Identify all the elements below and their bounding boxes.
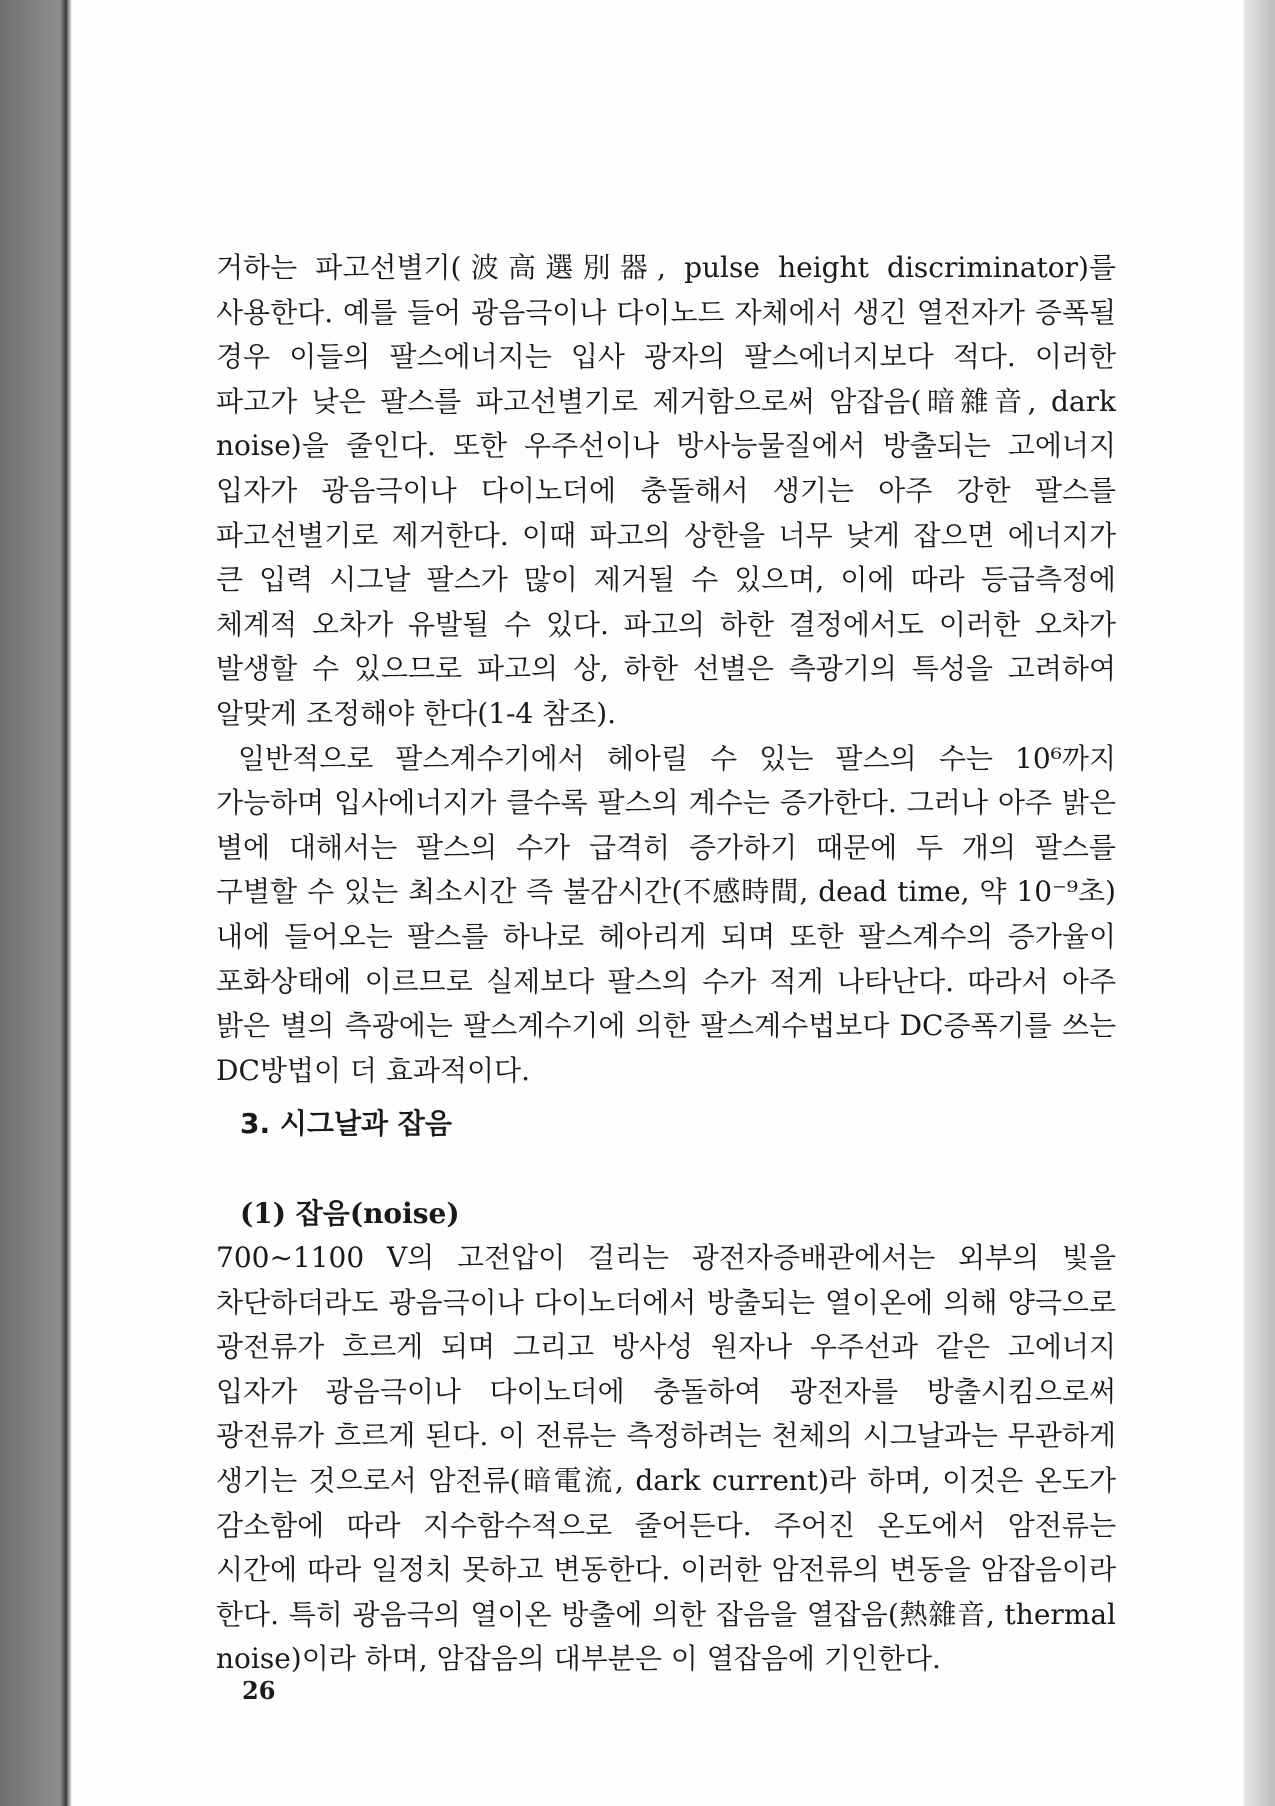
- paragraph-dark-current-noise: 700∼1100 V의 고전압이 걸리는 광전자증배관에서는 외부의 빛을 차단하더라도 광음극이나 다이노더에서 방출되는 열이온에 의해 양극으로 광전류가 흐르게 되며 그리고 방사성 원자나 우주선과 같은 고에너지 입자가 광음극이나 다이노더에 충돌하여 광전자를 방출시킴으로써 광전류가 흐르게 된다. 이 전류는 측정하려는 천체의 시그날과는 무관하게 생기는 것으로서 암전류(暗電流, dark current)라 하며, 이것은 온도가 감소함에 따라 지수함수적으로 줄어든다. 주어진 온도에서 암전류는 시간에 따라 일정치 못하고 변동한다. 이러한 암전류의 변동을 암잡음이라 한다. 특히 광음극의 열이온 방출에 의한 잡음을 열잡음(熱雜音, thermal noise)이라 하며, 암잡음의 대부분은 이 열잡음에 기인한다.: [216, 1241, 1116, 1676]
- section-heading: 3. 시그날과 잡음: [240, 1107, 452, 1140]
- page-binding-edge: [0, 0, 72, 1806]
- paragraph-pulse-height-discriminator: 거하는 파고선별기(波高選別器, pulse height discriminator)를 사용한다. 예를 들어 광음극이나 다이노드 자체에서 생긴 열전자가 증폭될 경우 이들의 팔스에너지는 입사 광자의 팔스에너지보다 적다. 이러한 파고가 낮은 팔스를 파고선별기로 제거함으로써 암잡음(暗雜音, dark noise)을 줄인다. 또한 우주선이나 방사능물질에서 방출되는 고에너지 입자가 광음극이나 다이노더에 충돌해서 생기는 아주 강한 팔스를 파고선별기로 제거한다. 이때 파고의 상한을 너무 낮게 잡으면 에너지가 큰 입력 시그날 팔스가 많이 제거될 수 있으며, 이에 따라 등급측정에 체계적 오차가 유발될 수 있다. 파고의 하한 결정에서도 이러한 오차가 발생할 수 있으므로 파고의 상, 하한 선별은 측광기의 특성을 고려하여 알맞게 조정해야 한다(1-4 참조).: [216, 251, 1116, 730]
- body-text-section-1: [216, 246, 1116, 1093]
- body-text-section-3: [216, 1236, 1116, 1682]
- page-number: 26: [242, 1676, 276, 1705]
- subsection-heading: (1) 잡음(noise): [240, 1197, 460, 1230]
- paragraph-pulse-counting-limits: 일반적으로 팔스계수기에서 헤아릴 수 있는 팔스의 수는 10⁶까지 가능하며 입사에너지가 클수록 팔스의 계수는 증가한다. 그러나 아주 밝은 별에 대해서는 팔스의 수가 급격히 증가하기 때문에 두 개의 팔스를 구별할 수 있는 최소시간 즉 불감시간(不感時間, dead time, 약 10⁻⁹초) 내에 들어오는 팔스를 하나로 헤아리게 되며 또한 팔스계수의 증가율이 포화상태에 이르므로 실제보다 팔스의 수가 적게 나타난다. 따라서 아주 밝은 별의 측광에는 팔스계수기에 의한 팔스계수법보다 DC증폭기를 쓰는 DC방법이 더 효과적이다.: [216, 741, 1116, 1087]
- page-edge-shadow: [1244, 0, 1275, 1806]
